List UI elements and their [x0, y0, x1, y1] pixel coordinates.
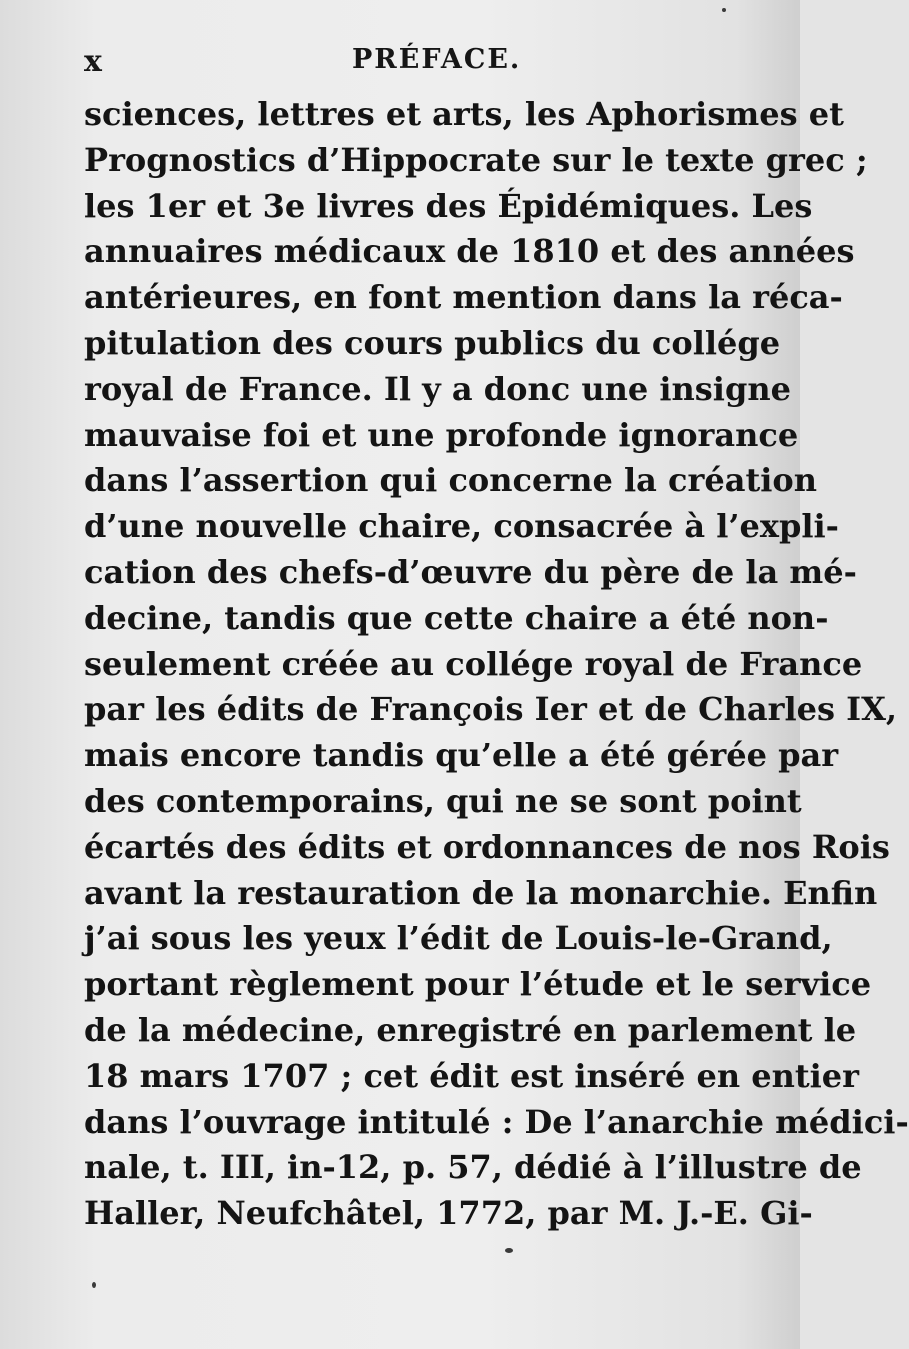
text-line: cation des chefs-d’œuvre du père de la mé-: [84, 552, 857, 591]
text-line: annuaires médicaux de 1810 et des années: [84, 232, 855, 271]
text-line: j’ai sous les yeux l’édit de Louis-le-Grand,: [84, 919, 833, 958]
text-line: antérieures, en font mention dans la réca-: [84, 278, 843, 317]
text-line: nale, t. III, in-12, p. 57, dédié à l’illustre de: [84, 1148, 862, 1187]
text-line: pitulation des cours publics du collége: [84, 323, 781, 362]
text-line: avant la restauration de la monarchie. Enfin: [84, 873, 878, 912]
text-line: royal de France. Il y a donc une insigne: [84, 369, 791, 408]
text-line: écartés des édits et ordonnances de nos Rois: [84, 827, 890, 866]
text-line: sciences, lettres et arts, les Aphorismes et: [84, 95, 844, 133]
text-line: d’une nouvelle chaire, consacrée à l’expli-: [84, 507, 839, 546]
text-line: decine, tandis que cette chaire a été non-: [84, 598, 829, 637]
text-line: les 1er et 3e livres des Épidémiques. Les: [84, 186, 813, 225]
text-line: dans l’assertion qui concerne la création: [84, 461, 818, 500]
text-line: portant règlement pour l’étude et le service: [84, 965, 872, 1004]
page-number: x: [84, 44, 103, 79]
paper-speck: [505, 1248, 513, 1253]
body-text: [84, 92, 909, 1237]
text-line: de la médecine, enregistré en parlement le: [84, 1010, 857, 1049]
text-line: mais encore tandis qu’elle a été gérée par: [84, 736, 839, 775]
text-line: seulement créée au collége royal de France: [84, 644, 863, 683]
text-line: dans l’ouvrage intitulé : De l’anarchie médici-: [84, 1102, 909, 1141]
paper-speck: [92, 1282, 96, 1288]
page-header: [84, 44, 744, 84]
text-line: des contemporains, qui ne se sont point: [84, 781, 802, 820]
text-line: Haller, Neufchâtel, 1772, par M. J.-E. Gi-: [84, 1194, 813, 1233]
paper-speck: [722, 8, 726, 12]
text-line: par les édits de François Ier et de Charles IX,: [84, 690, 898, 729]
running-title: PRÉFACE.: [352, 44, 522, 75]
text-line: mauvaise foi et une profonde ignorance: [84, 415, 799, 454]
text-line: Prognostics d’Hippocrate sur le texte grec ;: [84, 140, 868, 179]
text-line: 18 mars 1707 ; cet édit est inséré en entier: [84, 1056, 860, 1095]
